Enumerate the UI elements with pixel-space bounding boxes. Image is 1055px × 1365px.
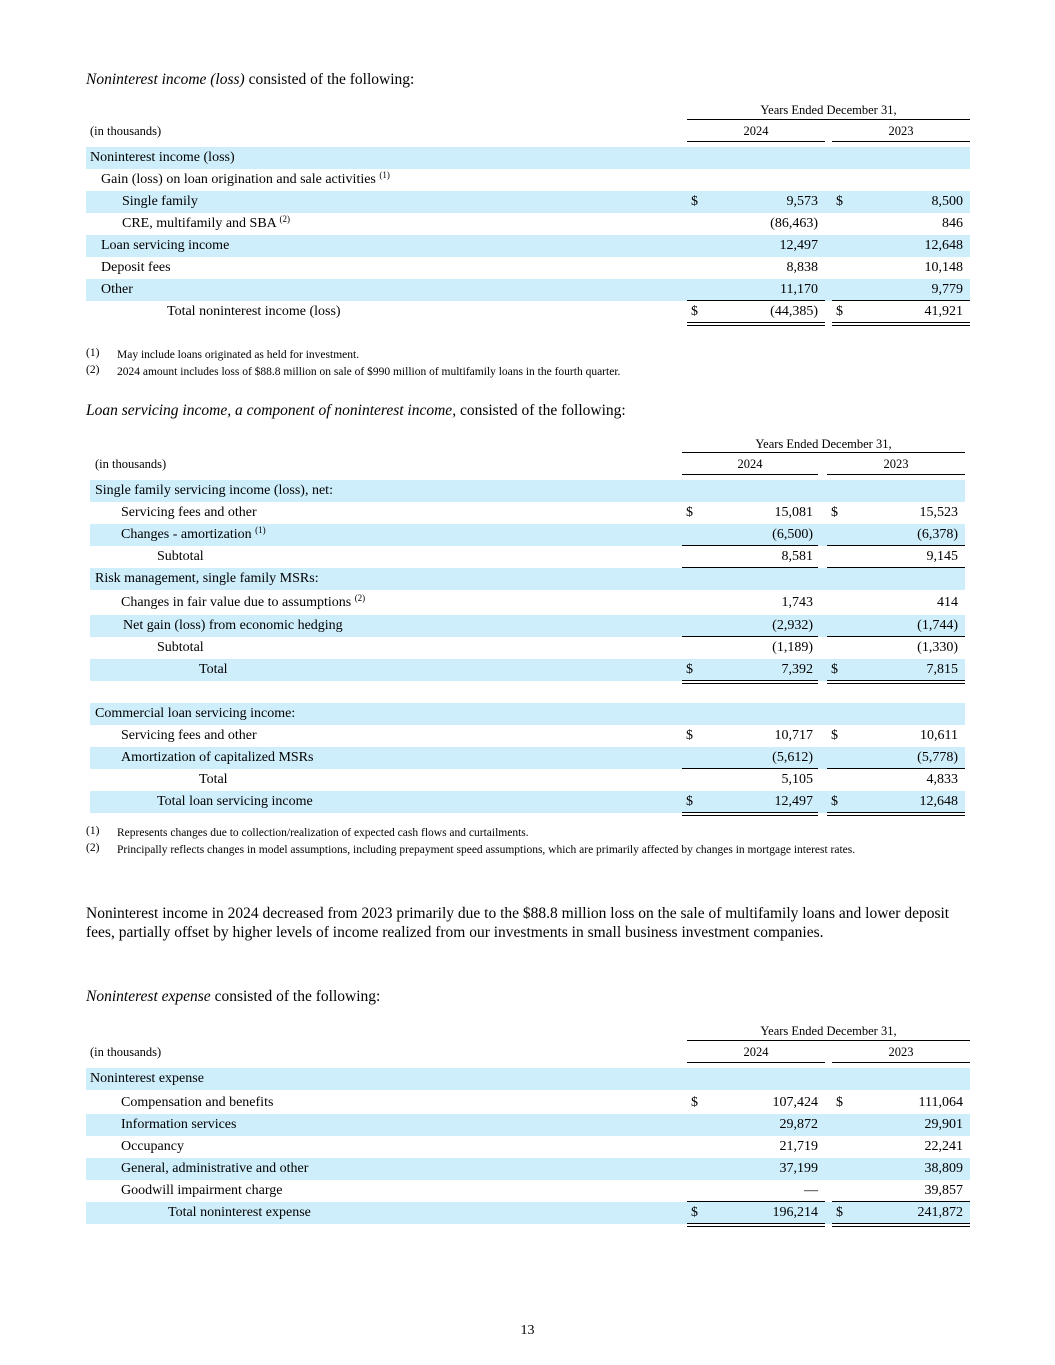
- value-2023: 4,833: [926, 772, 958, 787]
- section3-header-rule: [687, 1040, 970, 1041]
- footnote-text: Principally reflects changes in model assumptions, including prepayment speed assumptions, which are primarily affected by changes in mortgage interest rates.: [117, 844, 856, 856]
- row-label: [121, 1158, 308, 1180]
- row-label: [90, 1068, 204, 1090]
- row-shading: [86, 1068, 970, 1090]
- total-double-rule: [682, 812, 818, 816]
- currency-symbol-2023: $: [836, 1095, 843, 1110]
- value-2024: (5,612): [772, 750, 813, 765]
- table-row: [86, 1158, 970, 1180]
- row-label: [157, 546, 204, 568]
- value-2024: 12,497: [774, 794, 813, 809]
- value-2024: (44,385): [770, 304, 818, 319]
- value-2023: (1,744): [917, 618, 958, 633]
- value-2023: 29,901: [924, 1117, 963, 1132]
- value-2023: 9,779: [931, 282, 963, 297]
- row-label-text: Single family servicing income (loss), net:: [95, 483, 333, 498]
- row-label: [101, 169, 390, 191]
- section2-footnotes: [86, 825, 971, 875]
- total-double-rule: [832, 322, 970, 326]
- row-label: [101, 279, 133, 301]
- value-2024: 107,424: [772, 1095, 818, 1110]
- currency-symbol-2024: $: [686, 728, 693, 743]
- total-double-rule: [832, 1223, 970, 1227]
- table-row: [86, 1136, 970, 1158]
- value-2024: 11,170: [780, 282, 818, 297]
- row-label: [199, 659, 228, 681]
- table-row: [90, 791, 965, 813]
- value-2024: 10,717: [774, 728, 813, 743]
- table-row: [90, 703, 965, 725]
- row-label: [121, 747, 313, 769]
- section1-units: (in thousands): [90, 124, 162, 138]
- section2-year2-rule: [827, 474, 965, 475]
- table-row: [86, 147, 970, 169]
- section3-year2: 2023: [888, 1045, 914, 1059]
- value-2024: 29,872: [779, 1117, 818, 1132]
- value-2023: 10,611: [920, 728, 958, 743]
- value-2024: 37,199: [779, 1161, 818, 1176]
- value-2024: 15,081: [774, 505, 813, 520]
- footnote-ref: (1): [255, 525, 266, 535]
- currency-symbol-2024: $: [691, 1095, 698, 1110]
- value-2024: 196,214: [772, 1205, 818, 1220]
- currency-symbol-2023: $: [831, 728, 838, 743]
- row-label: [121, 502, 257, 524]
- value-2023: 8,500: [931, 194, 963, 209]
- row-label: [168, 1202, 311, 1224]
- section2-header-rule: [682, 452, 965, 453]
- table-row: [86, 279, 970, 301]
- section1-year2-rule: [832, 141, 970, 142]
- currency-symbol-2024: $: [686, 794, 693, 809]
- row-label: [101, 257, 171, 279]
- section2-year1-rule: [682, 474, 818, 475]
- footnote-ref: (2): [354, 593, 366, 603]
- currency-symbol-2023: $: [836, 1205, 843, 1220]
- section3-year1: 2024: [743, 1045, 769, 1059]
- value-2023: 7,815: [926, 662, 958, 677]
- value-2023: 10,148: [924, 260, 963, 275]
- value-2023: 39,857: [924, 1183, 963, 1198]
- footnote-text: May include loans originated as held for investment.: [117, 349, 360, 361]
- currency-symbol-2024: $: [691, 194, 698, 209]
- row-label-text: Subtotal: [157, 549, 204, 564]
- section2-year2: 2023: [883, 457, 909, 471]
- row-label-text: Goodwill impairment charge: [121, 1183, 283, 1198]
- row-label-text: Deposit fees: [101, 260, 171, 275]
- row-label: [121, 592, 365, 614]
- page-number: 13: [520, 1323, 535, 1338]
- section3-intro: [86, 988, 380, 1006]
- row-label: [95, 703, 295, 725]
- row-label: [95, 568, 319, 590]
- section1-intro: [86, 71, 414, 89]
- row-label-text: Total noninterest income (loss): [167, 304, 341, 319]
- currency-symbol-2023: $: [831, 662, 838, 677]
- row-label: [121, 725, 257, 747]
- value-2024: 5,105: [781, 772, 813, 787]
- section1-intro-italic: Noninterest income (loss): [86, 71, 245, 88]
- value-2023: 38,809: [924, 1161, 963, 1176]
- value-2024: (6,500): [772, 527, 813, 542]
- value-2023: (1,330): [917, 640, 958, 655]
- table-row: [86, 169, 970, 191]
- section2-intro-italic: Loan servicing income, a component of noninterest income,: [86, 402, 457, 419]
- row-shading: [86, 279, 970, 301]
- table-row: [86, 1092, 970, 1114]
- table-row: [86, 301, 970, 323]
- footnote-number: (1): [86, 825, 100, 837]
- total-double-rule: [827, 812, 965, 816]
- row-label-text: CRE, multifamily and SBA: [122, 216, 277, 231]
- section2-units: (in thousands): [95, 457, 167, 471]
- row-label-text: Occupancy: [121, 1139, 184, 1154]
- value-2023: 241,872: [917, 1205, 963, 1220]
- total-double-rule: [687, 1223, 825, 1227]
- value-2023: 111,064: [918, 1095, 963, 1110]
- row-label-text: Noninterest income (loss): [90, 150, 235, 165]
- section3-year1-rule: [687, 1062, 825, 1063]
- currency-symbol-2024: $: [686, 505, 693, 520]
- table-row: [90, 568, 965, 590]
- section2-period: Years Ended December 31,: [755, 437, 892, 451]
- section1-period: Years Ended December 31,: [760, 103, 897, 117]
- value-2023: 414: [937, 595, 958, 610]
- value-2024: 12,497: [779, 238, 818, 253]
- section1-footnotes: [86, 347, 966, 387]
- value-2023: 12,648: [919, 794, 958, 809]
- row-label: [157, 791, 313, 813]
- total-double-rule: [827, 680, 965, 684]
- noninterest-income-paragraph: Noninterest income in 2024 decreased from 2023 primarily due to the $88.8 million loss on the sale of multifamily loans and lower deposit fees, partially offset by higher levels of income realized from our investments in small business investment companies.: [86, 905, 950, 941]
- table-row: [86, 1114, 970, 1136]
- section1-year1-rule: [687, 141, 825, 142]
- table-row: [86, 213, 970, 235]
- table-row: [86, 191, 970, 213]
- value-2024: (86,463): [770, 216, 818, 231]
- row-label-text: Other: [101, 282, 133, 297]
- value-2024: 8,581: [781, 549, 813, 564]
- table-row: [86, 1180, 970, 1202]
- table-row: [90, 480, 965, 502]
- section1-year2: 2023: [888, 124, 914, 138]
- currency-symbol-2024: $: [691, 304, 698, 319]
- footnote-text: 2024 amount includes loss of $88.8 million on sale of $990 million of multifamily loans in the fourth quarter.: [117, 366, 621, 378]
- row-label-text: Total: [199, 662, 228, 677]
- row-label-text: Servicing fees and other: [121, 505, 257, 520]
- row-label-text: General, administrative and other: [121, 1161, 309, 1176]
- table-row: [90, 502, 965, 524]
- table-row: [86, 1202, 970, 1224]
- currency-symbol-2023: $: [831, 505, 838, 520]
- section2-intro-rest: consisted of the following:: [456, 402, 626, 419]
- section3-year2-rule: [832, 1062, 970, 1063]
- row-label: [90, 147, 235, 169]
- row-label: [121, 1180, 282, 1202]
- table-row: [90, 546, 965, 568]
- table-row: [86, 257, 970, 279]
- footnote-ref: (1): [379, 170, 390, 180]
- table-row: [90, 615, 965, 637]
- row-label-text: Amortization of capitalized MSRs: [121, 750, 314, 765]
- row-label: [121, 1092, 273, 1114]
- row-label-text: Total loan servicing income: [157, 794, 313, 809]
- row-label: [121, 524, 266, 546]
- row-label: [123, 615, 343, 637]
- table-row: [90, 747, 965, 769]
- row-label: [157, 637, 204, 659]
- table-row: [90, 725, 965, 747]
- value-2023: 12,648: [924, 238, 963, 253]
- value-2024: 1,743: [781, 595, 813, 610]
- table-row: [90, 637, 965, 659]
- value-2023: 15,523: [919, 505, 958, 520]
- section3-units: (in thousands): [90, 1045, 162, 1059]
- currency-symbol-2024: $: [686, 662, 693, 677]
- row-label: [122, 191, 198, 213]
- section3-intro-italic: Noninterest expense: [86, 988, 211, 1005]
- table-row: [90, 769, 965, 791]
- footnote-number: (2): [86, 842, 100, 854]
- value-2023: 846: [942, 216, 963, 231]
- footnote-number: (2): [86, 364, 100, 376]
- footnote-text: Represents changes due to collection/realization of expected cash flows and curtailments.: [117, 827, 529, 839]
- currency-symbol-2023: $: [836, 194, 843, 209]
- row-label-text: Changes in fair value due to assumptions: [121, 595, 352, 610]
- table-row: [86, 235, 970, 257]
- row-label: [199, 769, 228, 791]
- value-2023: 9,145: [926, 549, 958, 564]
- section2-year1: 2024: [737, 457, 763, 471]
- row-label-text: Total: [199, 772, 228, 787]
- value-2024: —: [804, 1183, 818, 1198]
- section1-header-rule: [687, 119, 970, 120]
- table-row: [86, 1068, 970, 1090]
- row-label-text: Noninterest expense: [90, 1071, 204, 1086]
- row-label-text: Risk management, single family MSRs:: [95, 571, 319, 586]
- total-double-rule: [687, 322, 825, 326]
- row-label: [122, 213, 290, 235]
- row-label: [121, 1114, 236, 1136]
- row-label-text: Gain (loss) on loan origination and sale activities: [101, 172, 376, 187]
- value-2024: (1,189): [772, 640, 813, 655]
- row-label: [95, 480, 333, 502]
- row-label-text: Net gain (loss) from economic hedging: [123, 618, 343, 633]
- row-label-text: Subtotal: [157, 640, 204, 655]
- value-2024: (2,932): [772, 618, 813, 633]
- value-2023: 41,921: [924, 304, 963, 319]
- section3-period: Years Ended December 31,: [760, 1024, 897, 1038]
- table-row: [90, 592, 965, 614]
- table-row: [90, 659, 965, 681]
- row-label: [167, 301, 341, 323]
- row-label-text: Changes - amortization: [121, 527, 252, 542]
- section1-year1: 2024: [743, 124, 769, 138]
- section2-intro: [86, 402, 626, 420]
- value-2024: 9,573: [786, 194, 818, 209]
- total-double-rule: [682, 680, 818, 684]
- value-2024: 7,392: [781, 662, 813, 677]
- value-2023: (5,778): [917, 750, 958, 765]
- value-2024: 21,719: [779, 1139, 818, 1154]
- row-label-text: Total noninterest expense: [168, 1205, 311, 1220]
- currency-symbol-2023: $: [836, 304, 843, 319]
- section3-intro-rest: consisted of the following:: [210, 988, 381, 1005]
- currency-symbol-2023: $: [831, 794, 838, 809]
- value-2024: 8,838: [786, 260, 818, 275]
- row-label-text: Single family: [122, 194, 198, 209]
- row-label-text: Commercial loan servicing income:: [95, 706, 296, 721]
- row-label-text: Compensation and benefits: [121, 1095, 274, 1110]
- row-label-text: Information services: [121, 1117, 237, 1132]
- row-label: [101, 235, 229, 257]
- section1-intro-rest: consisted of the following:: [244, 71, 415, 88]
- row-label-text: Loan servicing income: [101, 238, 230, 253]
- value-2023: 22,241: [924, 1139, 963, 1154]
- value-2023: (6,378): [917, 527, 958, 542]
- currency-symbol-2024: $: [691, 1205, 698, 1220]
- footnote-number: (1): [86, 347, 100, 359]
- table-row: [90, 524, 965, 546]
- footnote-ref: (2): [279, 214, 291, 224]
- row-label-text: Servicing fees and other: [121, 728, 257, 743]
- row-label: [121, 1136, 184, 1158]
